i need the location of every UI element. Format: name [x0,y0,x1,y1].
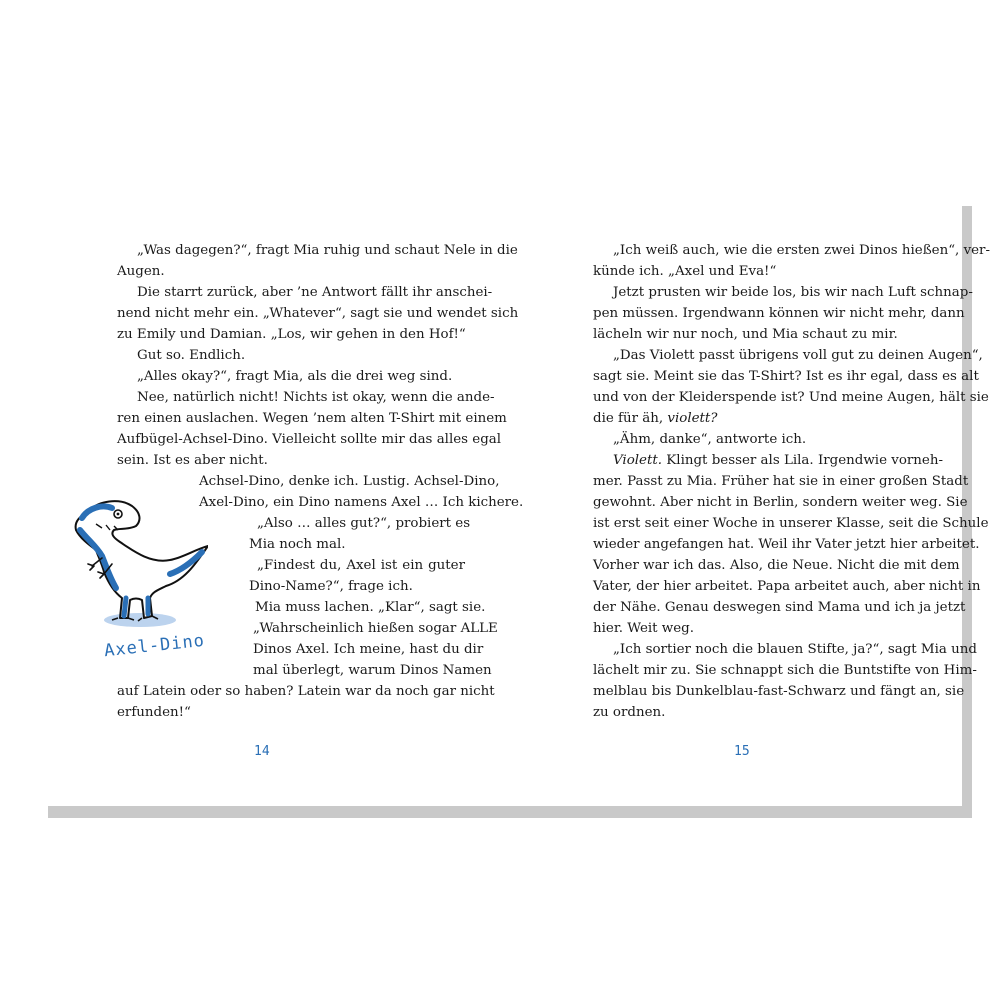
text-line: Nee, natürlich nicht! Nichts ist okay, wenn die ande- [137,390,495,405]
text-line: Aufbügel-Achsel-Dino. Vielleicht sollte mir das alles egal [117,432,502,447]
text-line: künde ich. „Axel und Eva!“ [593,264,777,279]
text-line: und von der Kleiderspende ist? Und meine Augen, hält sie [593,390,989,405]
text-line: „Wahrscheinlich hießen sogar ALLE [253,621,498,636]
text-line: zu Emily und Damian. „Los, wir gehen in den Hof!“ [117,327,466,342]
text-line: mer. Passt zu Mia. Früher hat sie in einer großen Stadt [593,474,969,489]
text-line: „Also … alles gut?“, probiert es [257,516,471,531]
text-line: ren einen auslachen. Wegen ’nem alten T-Shirt mit einem [117,411,507,426]
text-line: pen müssen. Irgendwann können wir nicht mehr, dann [593,306,965,321]
text-line: ist erst seit einer Woche in unserer Klasse, seit die Schule [593,516,989,531]
text-line: Jetzt prusten wir beide los, bis wir nach Luft schnap- [613,285,973,300]
page-number-left: 14 [254,744,270,759]
text-line: Mia muss lachen. „Klar“, sagt sie. [255,600,486,615]
text-line: „Was dagegen?“, fragt Mia ruhig und schaut Nele in die [137,243,518,258]
text-line: nend nicht mehr ein. „Whatever“, sagt sie und wendet sich [117,306,519,321]
text-line: Vater, der hier arbeitet. Papa arbeitet auch, aber nicht in [593,579,981,594]
page-number-right: 15 [734,744,750,759]
text-line: erfunden!“ [117,705,191,720]
text-line: „Alles okay?“, fragt Mia, als die drei weg sind. [137,369,453,384]
illustration-caption: Axel-Dino [103,630,206,662]
text-line: zu ordnen. [593,705,666,720]
text-line: Die starrt zurück, aber ’ne Antwort fällt ihr anschei- [137,285,493,300]
text-line: wieder angefangen hat. Weil ihr Vater jetzt hier arbeitet. [593,537,980,552]
axel-dino-illustration [58,494,208,634]
text-line: auf Latein oder so haben? Latein war da noch gar nicht [117,684,495,699]
text-line: „Das Violett passt übrigens voll gut zu deinen Augen“, [613,348,983,363]
text-line: Mia noch mal. [249,537,346,552]
text-line: „Ich sortier noch die blauen Stifte, ja?“, sagt Mia und [613,642,977,657]
text-line: mal überlegt, warum Dinos Namen [253,663,492,678]
text-fragment: die für äh, [593,411,668,426]
text-line: Dinos Axel. Ich meine, hast du dir [253,642,484,657]
text-line: sein. Ist es aber nicht. [117,453,268,468]
text-line: Vorher war ich das. Also, die Neue. Nicht die mit dem [593,558,960,573]
text-line [593,408,943,429]
text-line: Achsel-Dino, denke ich. Lustig. Achsel-Dino, [199,474,500,489]
book-spread [40,198,990,806]
emphasis-violett: Violett. [613,453,663,468]
text-line: gewohnt. Aber nicht in Berlin, sondern weiter weg. Sie [593,495,968,510]
text-line: „Findest du, Axel ist ein guter [257,558,465,573]
text-line: melblau bis Dunkelblau-fast-Schwarz und fängt an, sie [593,684,965,699]
text-line: sagt sie. Meint sie das T-Shirt? Ist es ihr egal, dass es alt [593,369,979,384]
text-line: hier. Weit weg. [593,621,695,636]
text-line: lächeln wir nur noch, und Mia schaut zu mir. [593,327,898,342]
text-line [593,450,943,471]
emphasis-violett: violett? [667,411,718,426]
text-line: Gut so. Endlich. [137,348,246,363]
text-line: lächelt mir zu. Sie schnappt sich die Buntstifte von Him- [593,663,977,678]
right-page-text [593,240,990,723]
text-line: „Ich weiß auch, wie die ersten zwei Dinos hießen“, ver- [613,243,990,258]
text-line: Augen. [117,264,165,279]
text-line: der Nähe. Genau deswegen sind Mama und ich ja jetzt [593,600,966,615]
text-line: „Ähm, danke“, antworte ich. [613,432,807,447]
text-fragment: Klingt besser als Lila. Irgendwie vorneh- [666,453,943,468]
text-line: Dino-Name?“, frage ich. [249,579,413,594]
text-line: Axel-Dino, ein Dino namens Axel … Ich kichere. [199,495,524,510]
